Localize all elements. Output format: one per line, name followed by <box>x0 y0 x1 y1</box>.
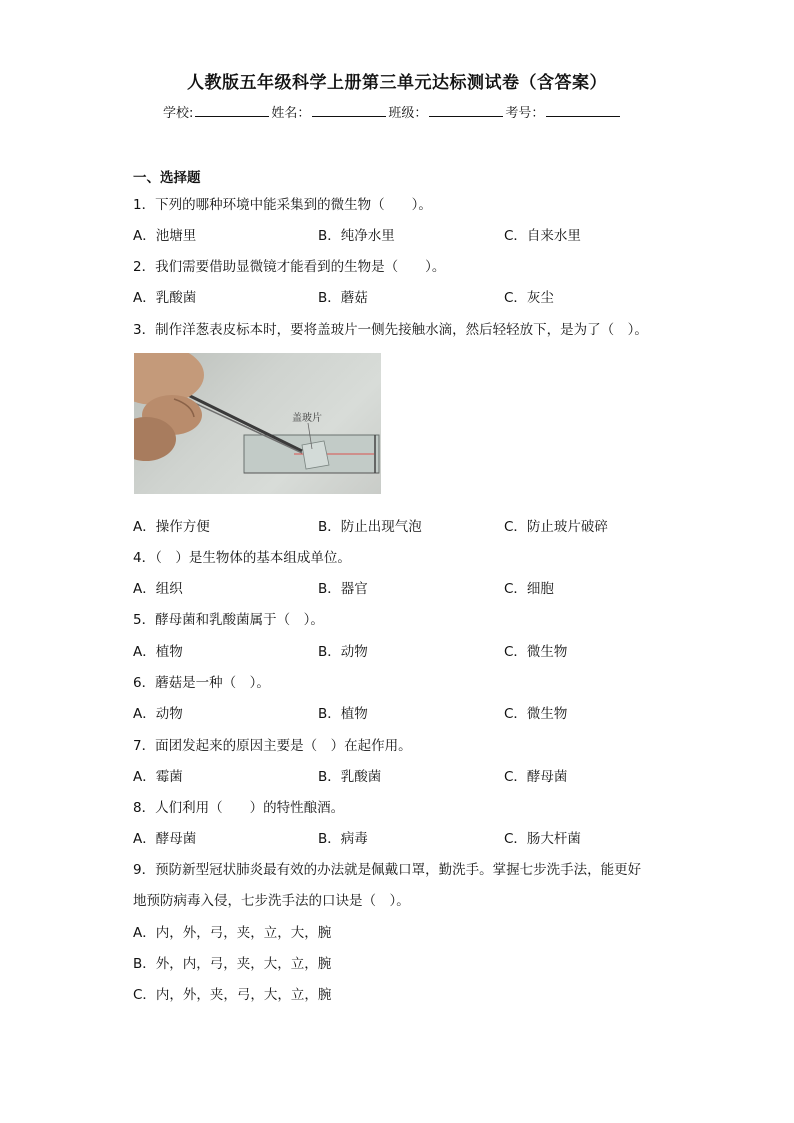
option-c: C．细胞 <box>504 581 554 597</box>
option-b: B．乳酸菌 <box>318 769 382 785</box>
class-field[interactable] <box>429 102 503 117</box>
question-stem-continued: 地预防病毒入侵，七步洗手法的口诀是（ ）。 <box>133 893 410 909</box>
figure-label: 盖玻片 <box>292 413 322 424</box>
option-a: A．霉菌 <box>133 769 183 785</box>
option-b: B．防止出现气泡 <box>318 519 422 535</box>
option-c: C．防止玻片破碎 <box>504 519 608 535</box>
option-a: A．乳酸菌 <box>133 290 197 306</box>
question-stem: 9．预防新型冠状肺炎最有效的办法就是佩戴口罩，勤洗手。掌握七步洗手法，能更好 <box>133 862 642 878</box>
question-stem: 2．我们需要借助显微镜才能看到的生物是（ ）。 <box>133 259 446 275</box>
option-a: A．组织 <box>133 581 183 597</box>
option-b: B．植物 <box>318 706 368 722</box>
option-c: C．灰尘 <box>504 290 554 306</box>
name-field[interactable] <box>312 102 386 117</box>
question-stem: 1．下列的哪种环境中能采集到的微生物（ ）。 <box>133 197 432 213</box>
student-info-line <box>163 102 622 121</box>
option-a: A．酵母菌 <box>133 831 197 847</box>
question-stem: 3．制作洋葱表皮标本时，要将盖玻片一侧先接触水滴，然后轻轻放下，是为了（ ）。 <box>133 322 648 338</box>
option-c: C．微生物 <box>504 644 568 660</box>
page-title: 人教版五年级科学上册第三单元达标测试卷（含答案） <box>187 73 607 93</box>
option-c: C．自来水里 <box>504 228 581 244</box>
class-label: 班级： <box>388 106 428 121</box>
number-field[interactable] <box>546 102 620 117</box>
question-stem: 4．（ ）是生物体的基本组成单位。 <box>133 550 351 566</box>
option-a: A．内，外，弓，夹，立，大，腕 <box>133 925 332 941</box>
question-stem: 5．酵母菌和乳酸菌属于（ ）。 <box>133 612 324 628</box>
name-label: 姓名： <box>271 106 311 121</box>
section-title: 一、选择题 <box>133 170 201 186</box>
option-b: B．纯净水里 <box>318 228 395 244</box>
option-a: A．池塘里 <box>133 228 197 244</box>
option-a: A．植物 <box>133 644 183 660</box>
option-b: B．病毒 <box>318 831 368 847</box>
question-stem: 8．人们利用（ ）的特性酿酒。 <box>133 800 345 816</box>
cover-slip-photo <box>134 353 381 494</box>
option-a: A．操作方便 <box>133 519 210 535</box>
question-stem: 6．蘑菇是一种（ ）。 <box>133 675 270 691</box>
option-b: B．器官 <box>318 581 368 597</box>
option-b: B．外，内，弓，夹，大，立，腕 <box>133 956 332 972</box>
cover-slip-illustration <box>134 353 381 494</box>
option-b: B．动物 <box>318 644 368 660</box>
number-label: 考号： <box>505 106 545 121</box>
question-stem: 7．面团发起来的原因主要是（ ）在起作用。 <box>133 738 412 754</box>
school-label: 学校: <box>163 106 194 121</box>
school-field[interactable] <box>195 102 269 117</box>
option-b: B．蘑菇 <box>318 290 368 306</box>
option-c: C．酵母菌 <box>504 769 568 785</box>
option-c: C．内，外，夹，弓，大，立，腕 <box>133 987 332 1003</box>
option-c: C．微生物 <box>504 706 568 722</box>
option-a: A．动物 <box>133 706 183 722</box>
option-c: C．肠大杆菌 <box>504 831 581 847</box>
